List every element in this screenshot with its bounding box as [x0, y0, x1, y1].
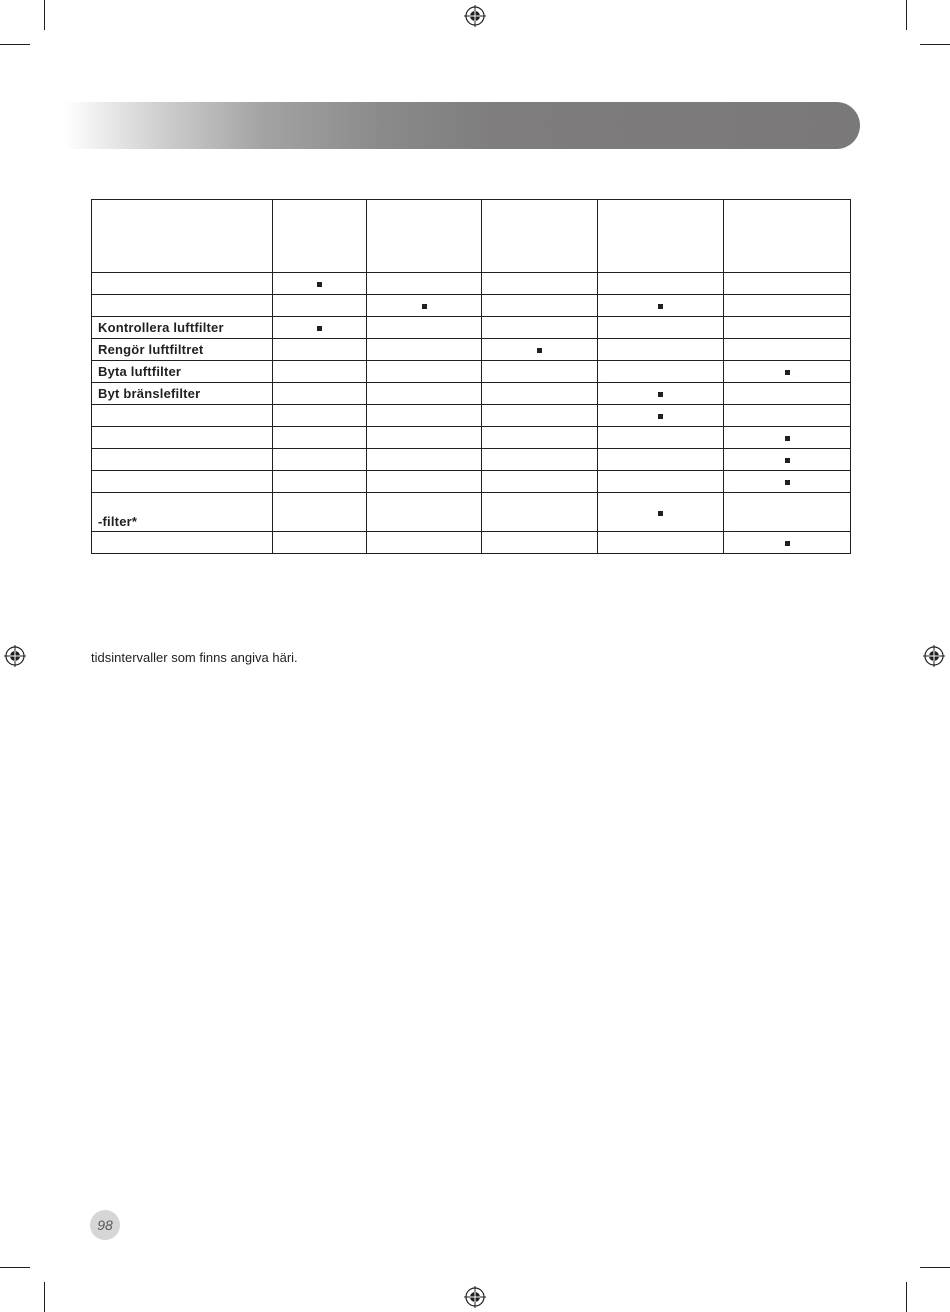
task-label [92, 427, 273, 449]
section-header-banner [64, 102, 860, 149]
crop-mark [906, 1282, 907, 1312]
interval-cell [482, 532, 598, 554]
task-label: Rengör luftfiltret [92, 339, 273, 361]
interval-cell [367, 532, 482, 554]
interval-cell [273, 361, 367, 383]
table-header-row [92, 200, 851, 273]
interval-cell [273, 405, 367, 427]
table-row [92, 361, 851, 383]
interval-cell [482, 339, 598, 361]
registration-mark-icon [464, 5, 486, 27]
crop-mark [920, 44, 950, 45]
task-label: -filter* [92, 493, 273, 532]
interval-cell [273, 532, 367, 554]
interval-cell [273, 427, 367, 449]
task-label [92, 405, 273, 427]
interval-cell [598, 339, 724, 361]
interval-cell [273, 383, 367, 405]
interval-cell [598, 295, 724, 317]
schedule-mark-icon [785, 370, 790, 375]
interval-cell [367, 449, 482, 471]
interval-cell [482, 471, 598, 493]
interval-cell [724, 493, 851, 532]
interval-cell [273, 273, 367, 295]
interval-cell [367, 471, 482, 493]
table-row [92, 449, 851, 471]
interval-cell [367, 361, 482, 383]
interval-cell [482, 361, 598, 383]
task-label [92, 273, 273, 295]
interval-cell [724, 405, 851, 427]
schedule-mark-icon [658, 392, 663, 397]
table-row [92, 317, 851, 339]
schedule-mark-icon [422, 304, 427, 309]
schedule-mark-icon [785, 436, 790, 441]
task-label [92, 295, 273, 317]
interval-cell [367, 339, 482, 361]
table-row [92, 471, 851, 493]
interval-cell [724, 471, 851, 493]
interval-cell [367, 493, 482, 532]
table-row [92, 427, 851, 449]
interval-cell [598, 532, 724, 554]
column-header [598, 200, 724, 273]
interval-cell [724, 427, 851, 449]
schedule-mark-icon [537, 348, 542, 353]
interval-cell [482, 493, 598, 532]
interval-cell [482, 317, 598, 339]
column-header [482, 200, 598, 273]
interval-cell [724, 317, 851, 339]
schedule-mark-icon [785, 458, 790, 463]
interval-cell [724, 383, 851, 405]
table-row [92, 532, 851, 554]
interval-cell [273, 471, 367, 493]
interval-cell [724, 339, 851, 361]
table-row [92, 273, 851, 295]
task-label [92, 471, 273, 493]
interval-cell [724, 449, 851, 471]
schedule-mark-icon [658, 414, 663, 419]
interval-cell [598, 449, 724, 471]
registration-mark-icon [464, 1286, 486, 1308]
column-header [724, 200, 851, 273]
interval-cell [273, 339, 367, 361]
interval-cell [598, 361, 724, 383]
interval-cell [598, 405, 724, 427]
schedule-mark-icon [317, 326, 322, 331]
page-number-badge: 98 [90, 1210, 120, 1240]
interval-cell [598, 471, 724, 493]
maintenance-schedule-table [91, 199, 851, 554]
crop-mark [44, 1282, 45, 1312]
table-row [92, 405, 851, 427]
crop-mark [920, 1267, 950, 1268]
interval-cell [367, 405, 482, 427]
interval-cell [598, 427, 724, 449]
interval-cell [273, 493, 367, 532]
interval-cell [482, 405, 598, 427]
column-header [273, 200, 367, 273]
table-row [92, 383, 851, 405]
interval-cell [367, 383, 482, 405]
interval-cell [367, 273, 482, 295]
interval-cell [482, 295, 598, 317]
interval-cell [598, 317, 724, 339]
interval-cell [598, 383, 724, 405]
interval-cell [724, 361, 851, 383]
schedule-mark-icon [317, 282, 322, 287]
interval-cell [724, 273, 851, 295]
registration-mark-icon [923, 645, 945, 667]
task-label: Kontrollera luftfilter [92, 317, 273, 339]
table-row [92, 339, 851, 361]
crop-mark [906, 0, 907, 30]
crop-mark [0, 44, 30, 45]
interval-cell [273, 295, 367, 317]
interval-cell [273, 449, 367, 471]
interval-cell [598, 273, 724, 295]
interval-cell [482, 273, 598, 295]
schedule-mark-icon [785, 480, 790, 485]
task-label [92, 532, 273, 554]
schedule-mark-icon [785, 541, 790, 546]
column-header [92, 200, 273, 273]
crop-mark [0, 1267, 30, 1268]
interval-cell [367, 295, 482, 317]
task-label: Byta luftfilter [92, 361, 273, 383]
interval-cell [598, 493, 724, 532]
interval-cell [482, 427, 598, 449]
task-label [92, 449, 273, 471]
table-row [92, 493, 851, 532]
schedule-mark-icon [658, 511, 663, 516]
task-label: Byt bränslefilter [92, 383, 273, 405]
interval-cell [482, 449, 598, 471]
interval-cell [273, 317, 367, 339]
crop-mark [44, 0, 45, 30]
interval-cell [724, 532, 851, 554]
interval-note: tidsintervaller som finns angiva häri. [91, 650, 298, 665]
interval-cell [724, 295, 851, 317]
column-header [367, 200, 482, 273]
table-row [92, 295, 851, 317]
schedule-mark-icon [658, 304, 663, 309]
interval-cell [482, 383, 598, 405]
registration-mark-icon [4, 645, 26, 667]
interval-cell [367, 427, 482, 449]
interval-cell [367, 317, 482, 339]
